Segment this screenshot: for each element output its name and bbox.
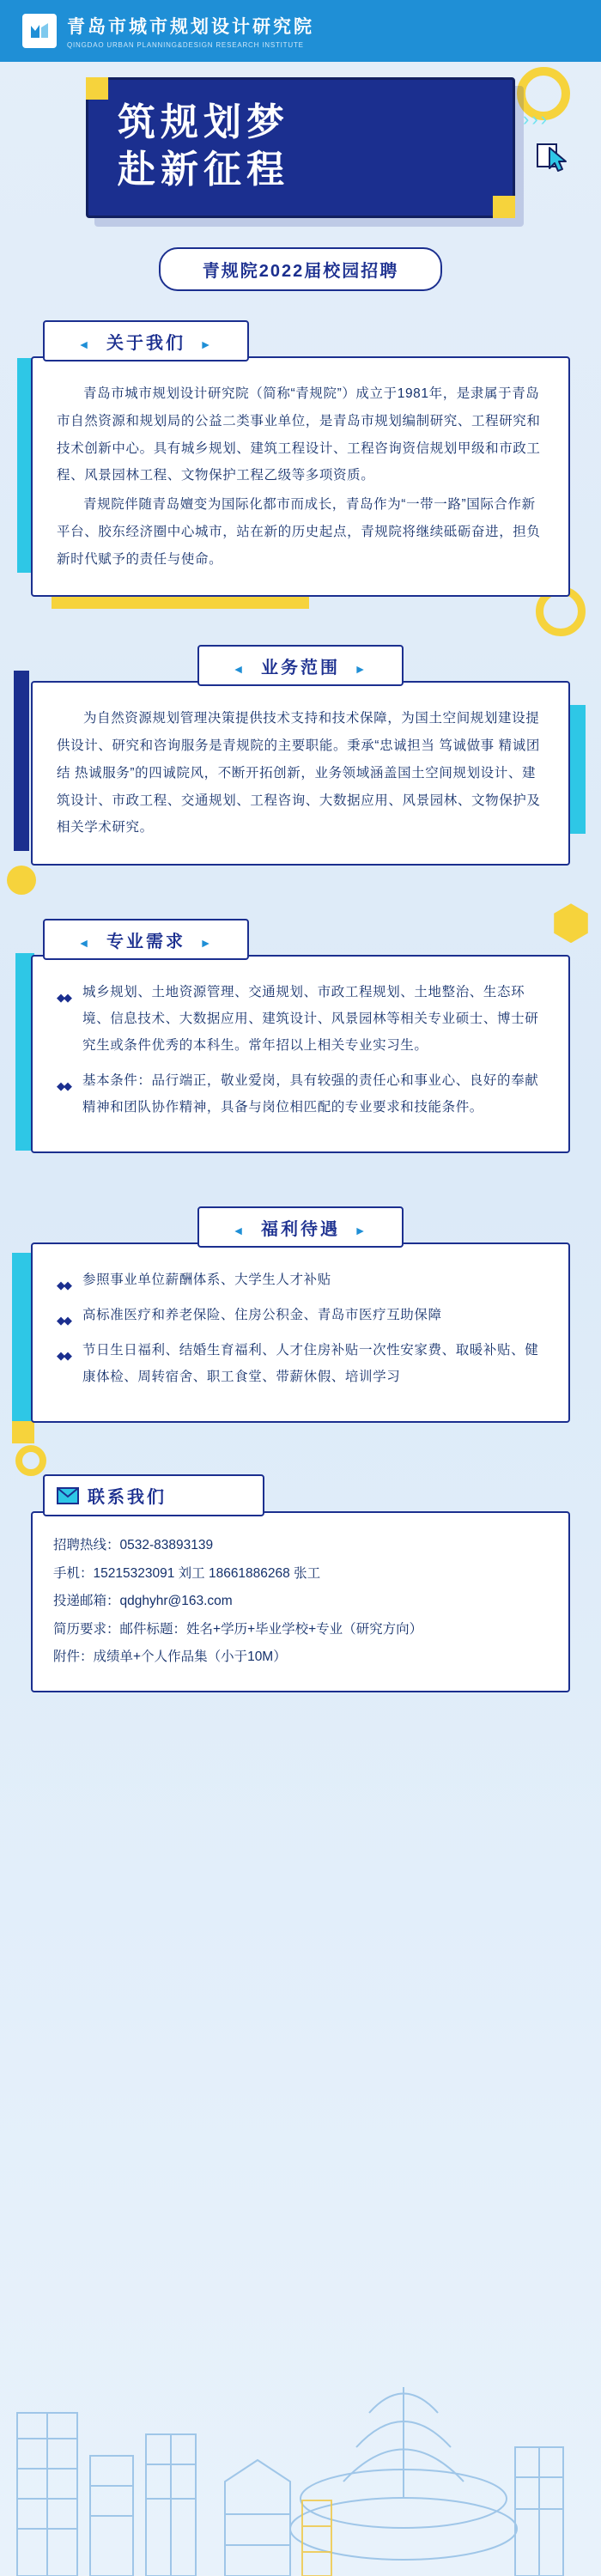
heading-right-decor-icon: ►: [354, 662, 369, 677]
envelope-icon: [57, 1487, 79, 1504]
benefits-body: [31, 1242, 570, 1423]
contact-attach-label: 附件：: [53, 1649, 94, 1665]
benefits-item-text: 参照事业单位薪酬体系、大学生人才补贴: [82, 1273, 331, 1288]
majors-heading: [43, 919, 249, 960]
majors-item-text: 城乡规划、土地资源管理、交通规划、市政工程规划、土地整治、生态环境、信息技术、大数据应用、建筑设计、风景园林等相关专业硕士、博士研究生或条件优秀的本科生。常年招以上相关专业实习生。: [82, 985, 539, 1054]
about-heading: [43, 320, 249, 361]
contact-mailbox-row: [53, 1588, 548, 1616]
benefits-heading: [197, 1206, 404, 1248]
contact-resume-value: 邮件标题：姓名+学历+毕业学校+专业（研究方向）: [119, 1621, 423, 1637]
contact-section: [31, 1474, 570, 1744]
city-skyline-illustration: [0, 2284, 601, 2576]
recruitment-badge: 青规院2022届校园招聘: [159, 247, 442, 291]
benefits-item-text: 高标准医疗和养老保险、住房公积金、青岛市医疗互助保障: [82, 1308, 442, 1323]
benefits-section: [31, 1206, 570, 1423]
contact-body: [31, 1511, 570, 1692]
business-heading-label: 业务范围: [261, 659, 340, 678]
org-names: [67, 13, 314, 49]
hero-title-line-2: 赴新征程: [118, 149, 289, 191]
org-name-en: QINGDAO URBAN PLANNING&DESIGN RESEARCH INSTITUTE: [67, 41, 304, 49]
contact-heading-label: 联系我们: [88, 1488, 167, 1508]
diamond-bullet-icon: ◆◆: [57, 1279, 70, 1292]
hero-title-card: [86, 77, 515, 218]
contact-resume-row: [53, 1616, 548, 1644]
about-body: [31, 356, 570, 597]
benefits-shadow-corner: [12, 1421, 34, 1443]
contact-circle-decor: [15, 1445, 46, 1476]
benefits-list: [57, 1267, 546, 1390]
majors-item-text: 基本条件：品行端正，敬业爱岗，具有较强的责任心和事业心、良好的奉献精神和团队协作精神，具备与岗位相匹配的专业要求和技能条件。: [82, 1073, 539, 1115]
about-heading-label: 关于我们: [106, 334, 185, 353]
diamond-bullet-icon: ◆◆: [57, 1349, 70, 1363]
contact-mailbox-value: qdghyhr@163.com: [119, 1594, 233, 1609]
heading-left-decor-icon: ◄: [232, 662, 247, 677]
majors-list: [57, 979, 546, 1121]
contact-mobile-value: 15215323091 刘工 18661886268 张工: [93, 1565, 321, 1581]
heading-left-decor-icon: ◄: [77, 337, 93, 351]
about-paragraph-2: 青规院伴随青岛嬗变为国际化都市而成长，青岛作为“一带一路”国际合作新平台、胶东经济圈中心城市，站在新的历史起点，青规院将继续砥砺奋进，担负新时代赋予的责任与使命。: [57, 497, 541, 567]
heading-right-decor-icon: ►: [199, 337, 215, 351]
business-body: [31, 681, 570, 866]
heading-right-decor-icon: ►: [199, 935, 215, 950]
benefits-item-text: 节日生日福利、结婚生育福利、人才住房补贴一次性安家费、取暖补贴、健康体检、周转宿舍、职工食堂、带薪休假、培训学习: [82, 1343, 539, 1385]
about-section: [31, 320, 570, 597]
list-item: [57, 979, 546, 1059]
majors-hexagon-decor: [551, 903, 591, 943]
business-shadow-left: [14, 671, 29, 851]
contact-hotline-label: 招聘热线：: [53, 1538, 120, 1553]
about-paragraph-1: 青岛市城市规划设计研究院（简称“青规院”）成立于1981年，是隶属于青岛市自然资源和规划局的公益二类事业单位，是青岛市规划编制研究、工程研究和技术创新中心。具有城乡规划、建筑工程设计、工程咨询资信规划甲级和市政工程、风景园林工程、文物保护工程乙级等多项资质。: [57, 386, 541, 483]
business-section: [31, 645, 570, 866]
institute-logo-icon: [22, 14, 57, 48]
business-paragraph-1: 为自然资源规划管理决策提供技术支持和技术保障，为国土空间规划建设提供设计、研究和咨询服务是青规院的主要职能。秉承“忠诚担当 笃诚做事 精诚团结 热诚服务”的四诚院风，不断开拓创新，业务领域涵盖国土空间规划设计、建筑设计、市政工程、交通规划、工程咨询、大数据应用、风景园林、文物保护及相关学术研究。: [57, 711, 541, 835]
hero-corner-bottom-right: [493, 196, 515, 218]
heading-left-decor-icon: ◄: [232, 1223, 247, 1237]
hero-corner-top-left: [86, 77, 108, 100]
majors-heading-label: 专业需求: [106, 933, 185, 952]
contact-mailbox-label: 投递邮箱：: [53, 1594, 120, 1609]
contact-mobile-row: [53, 1560, 548, 1589]
org-header-bar: [0, 0, 601, 62]
org-name-cn: 青岛市城市规划设计研究院: [67, 17, 314, 37]
contact-heading: [43, 1474, 264, 1516]
contact-attach-row: [53, 1643, 548, 1672]
contact-resume-label: 简历要求：: [53, 1621, 120, 1637]
list-item: [57, 1337, 546, 1390]
hero-section: [0, 62, 601, 234]
hero-title-line-1: 筑规划梦: [118, 101, 289, 143]
diamond-bullet-icon: ◆◆: [57, 1314, 70, 1327]
list-item: [57, 1267, 546, 1293]
benefits-heading-label: 福利待遇: [261, 1220, 340, 1240]
majors-section: [31, 919, 570, 1153]
heading-left-decor-icon: ◄: [77, 935, 93, 950]
contact-hotline-row: [53, 1532, 548, 1560]
contact-mobile-label: 手机：: [53, 1565, 94, 1581]
cursor-pointer-icon: [536, 136, 572, 175]
contact-attach-value: 成绩单+个人作品集（小于10M）: [93, 1649, 287, 1665]
diamond-bullet-icon: ◆◆: [57, 1079, 70, 1093]
diamond-bullet-icon: ◆◆: [57, 991, 70, 1005]
heading-right-decor-icon: ►: [354, 1223, 369, 1237]
majors-body: [31, 955, 570, 1153]
hero-arrows-icon: ›››: [523, 108, 549, 130]
list-item: [57, 1302, 546, 1328]
business-heading: [197, 645, 404, 686]
business-dot-decor: [7, 866, 36, 895]
contact-hotline-value: 0532-83893139: [119, 1538, 214, 1553]
list-item: [57, 1067, 546, 1121]
